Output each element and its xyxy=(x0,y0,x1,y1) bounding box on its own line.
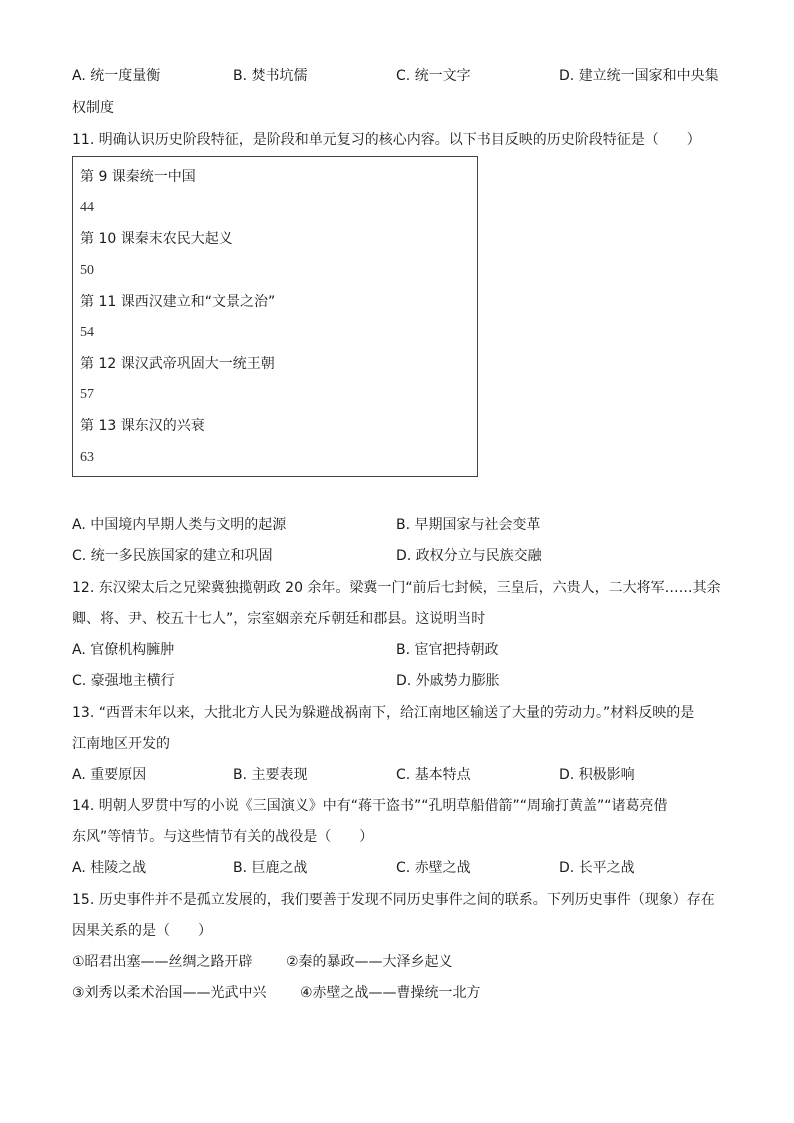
q15-item-1: ①昭君出塞——丝绸之路开辟 xyxy=(72,954,253,970)
q10-option-d-continuation: 权制度 xyxy=(72,100,114,116)
q12-option-d[interactable]: D. 外戚势力膨胀 xyxy=(396,673,500,689)
toc-title-lesson-13: 第 13 课东汉的兴衰 xyxy=(80,418,205,434)
toc-title-lesson-10: 第 10 课秦末农民大起义 xyxy=(80,231,233,247)
q12-option-a[interactable]: A. 官僚机构臃肿 xyxy=(72,642,175,658)
toc-title-lesson-9: 第 9 课秦统一中国 xyxy=(80,169,196,185)
q11-stem: 11. 明确认识历史阶段特征，是阶段和单元复习的核心内容。以下书目反映的历史阶段特征是（ ） xyxy=(72,132,701,148)
q11-option-b[interactable]: B. 早期国家与社会变革 xyxy=(396,517,541,533)
q12-option-c[interactable]: C. 豪强地主横行 xyxy=(72,673,175,689)
q10-option-b[interactable]: B. 焚书坑儒 xyxy=(233,68,308,84)
q14-option-b[interactable]: B. 巨鹿之战 xyxy=(233,860,308,876)
toc-page-lesson-9: 44 xyxy=(80,200,94,215)
q13-option-d[interactable]: D. 积极影响 xyxy=(559,767,635,783)
q14-option-a[interactable]: A. 桂陵之战 xyxy=(72,860,147,876)
q15-item-2: ②秦的暴政——大泽乡起义 xyxy=(286,954,453,970)
q13-option-a[interactable]: A. 重要原因 xyxy=(72,767,147,783)
q15-stem-line-2: 因果关系的是（ ） xyxy=(72,923,212,939)
q12-option-b[interactable]: B. 宦官把持朝政 xyxy=(396,642,499,658)
toc-page-lesson-11: 54 xyxy=(80,325,94,340)
q15-item-4: ④赤壁之战——曹操统一北方 xyxy=(300,985,481,1001)
q10-option-a[interactable]: A. 统一度量衡 xyxy=(72,68,161,84)
q13-stem-line-1: 13. “西晋末年以来，大批北方人民为躲避战祸南下，给江南地区输送了大量的劳动力。”材料反映的是 xyxy=(72,705,695,721)
q15-stem-line-1: 15. 历史事件并不是孤立发展的，我们要善于发现不同历史事件之间的联系。下列历史事件（现象）存在 xyxy=(72,892,715,908)
q11-table-of-contents xyxy=(72,156,478,477)
q11-option-d[interactable]: D. 政权分立与民族交融 xyxy=(396,548,542,564)
toc-page-lesson-10: 50 xyxy=(80,263,94,278)
toc-title-lesson-12: 第 12 课汉武帝巩固大一统王朝 xyxy=(80,356,275,372)
toc-page-lesson-13: 63 xyxy=(80,450,94,465)
q12-stem-line-1: 12. 东汉梁太后之兄梁冀独揽朝政 20 余年。梁冀一门“前后七封候，三皇后，六贵人，二大将军……其余 xyxy=(72,580,721,596)
toc-page-lesson-12: 57 xyxy=(80,387,94,402)
q13-option-c[interactable]: C. 基本特点 xyxy=(396,767,471,783)
q11-option-a[interactable]: A. 中国境内早期人类与文明的起源 xyxy=(72,517,287,533)
q13-option-b[interactable]: B. 主要表现 xyxy=(233,767,308,783)
q10-option-d[interactable]: D. 建立统一国家和中央集 xyxy=(559,68,719,84)
q11-option-c[interactable]: C. 统一多民族国家的建立和巩固 xyxy=(72,548,273,564)
q14-stem-line-1: 14. 明朝人罗贯中写的小说《三国演义》中有“蒋干盗书”“孔明草船借箭”“周瑜打黄盖”“诸葛亮借 xyxy=(72,798,668,814)
q15-item-3: ③刘秀以柔术治国——光武中兴 xyxy=(72,985,267,1001)
q12-stem-line-2: 卿、将、尹、校五十七人”，宗室姻亲充斥朝廷和郡县。这说明当时 xyxy=(72,611,486,627)
toc-title-lesson-11: 第 11 课西汉建立和“文景之治” xyxy=(80,294,276,310)
q10-option-c[interactable]: C. 统一文字 xyxy=(396,68,471,84)
q14-option-c[interactable]: C. 赤壁之战 xyxy=(396,860,471,876)
q13-stem-line-2: 江南地区开发的 xyxy=(72,736,170,752)
q14-option-d[interactable]: D. 长平之战 xyxy=(559,860,635,876)
q14-stem-line-2: 东风”等情节。与这些情节有关的战役是（ ） xyxy=(72,829,374,845)
